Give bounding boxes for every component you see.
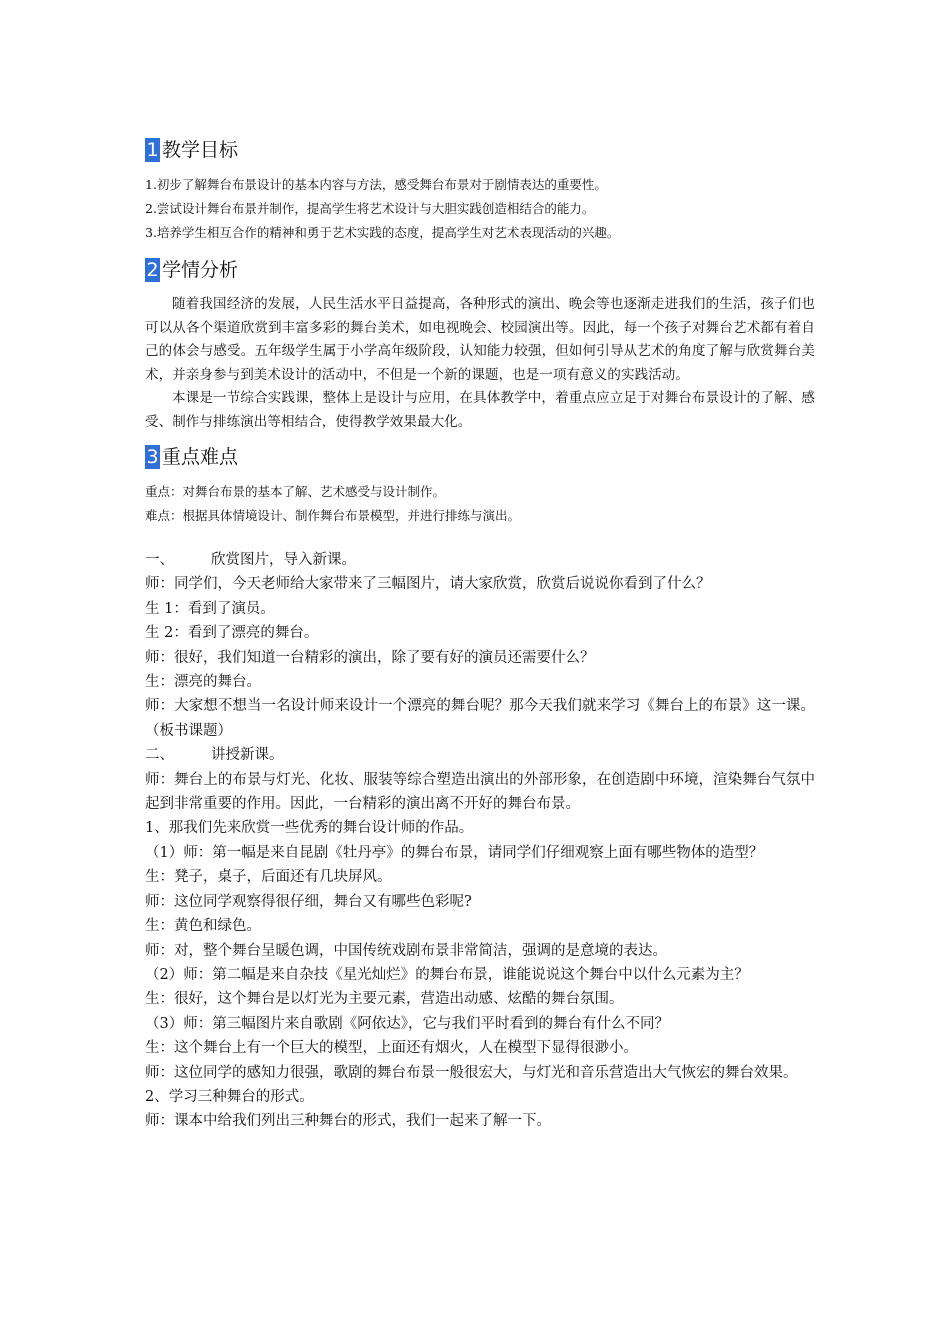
keypoint-item: 难点：根据具体情境设计、制作舞台布景模型，并进行排练与演出。 <box>145 508 521 523</box>
section-heading-keypoints <box>145 440 815 474</box>
dialogue-line: 师：大家想不想当一名设计师来设计一个漂亮的舞台呢？那今天我们就来学习《舞台上的布景》这一课。（板书课题） <box>145 698 815 739</box>
section-number-badge: 3 <box>146 446 159 468</box>
dialogue-line: 生 2：看到了漂亮的舞台。 <box>145 625 319 642</box>
dialogue-line: （1）师：第一幅是来自昆剧《牡丹亭》的舞台布景，请同学们仔细观察上面有哪些物体的造型？ <box>145 844 764 861</box>
dialogue-line: 2、学习三种舞台的形式。 <box>145 1088 314 1105</box>
section-heading-analysis <box>145 253 815 287</box>
section-title: 学情分析 <box>162 259 239 281</box>
dialogue-line: 生：凳子，桌子，后面还有几块屏风。 <box>145 869 392 886</box>
dialogue-line: 师：课本中给我们列出三种舞台的形式，我们一起来了解一下。 <box>145 1113 551 1130</box>
dialogue-line: 师：同学们，今天老师给大家带来了三幅图片，请大家欣赏，欣赏后说说你看到了什么？ <box>145 576 711 593</box>
step-title: 欣赏图片，导入新课。 <box>211 552 356 568</box>
analysis-paragraph: 随着我国经济的发展，人民生活水平日益提高，各种形式的演出、晚会等也逐渐走进我们的生活，孩子们也可以从各个渠道欣赏到丰富多彩的舞台美术，如电视晚会、校园演出等。因此，每一个孩子对舞台艺术都有着自己的体会与感受。五年级学生属于小学高年级阶段，认知能力较强，但如何引导从艺术的角度了解与欣赏舞台美术，并亲身参与到美术设计的活动中，不但是一个新的课题，也是一项有意义的实践活动。 <box>145 296 815 383</box>
objective-item: 1.初步了解舞台布景设计的基本内容与方法，感受舞台布景对于剧情表达的重要性。 <box>145 177 607 192</box>
dialogue-line: 生：黄色和绿色。 <box>145 918 261 935</box>
objective-item: 3.培养学生相互合作的精神和勇于艺术实践的态度，提高学生对艺术表现活动的兴趣。 <box>145 225 620 240</box>
section-number-badge: 1 <box>146 139 159 161</box>
dialogue-line: （2）师：第二幅是来自杂技《星光灿烂》的舞台布景，谁能说说这个舞台中以什么元素为主？ <box>145 966 749 983</box>
dialogue-line: 1、那我们先来欣赏一些优秀的舞台设计师的作品。 <box>145 820 474 837</box>
dialogue-line: 师：对，整个舞台呈暖色调，中国传统戏剧布景非常简洁，强调的是意境的表达。 <box>145 942 667 959</box>
step-title: 讲授新课。 <box>211 747 284 764</box>
keypoint-item: 重点：对舞台布景的基本了解、艺术感受与设计制作。 <box>145 484 446 499</box>
section-number-badge: 2 <box>146 259 159 281</box>
process-step-heading <box>145 743 815 767</box>
objective-item: 2.尝试设计舞台布景并制作，提高学生将艺术设计与大胆实践创造相结合的能力。 <box>145 201 595 216</box>
analysis-paragraph: 本课是一节综合实践课，整体上是设计与应用，在具体教学中，着重点应立足于对舞台布景设计的了解、感受、制作与排练演出等相结合，使得教学效果最大化。 <box>145 390 815 430</box>
process-step-heading <box>145 548 815 572</box>
dialogue-line: 生：漂亮的舞台。 <box>145 674 261 691</box>
section-title: 重点难点 <box>162 446 239 468</box>
dialogue-line: （3）师：第三幅图片来自歌剧《阿依达》，它与我们平时看到的舞台有什么不同？ <box>145 1015 669 1032</box>
dialogue-line: 师：很好，我们知道一台精彩的演出，除了要有好的演员还需要什么？ <box>145 649 595 666</box>
step-number: 一、 <box>145 552 174 568</box>
step-number: 二、 <box>145 747 174 764</box>
section-heading-objectives <box>145 133 815 167</box>
document-page <box>145 133 815 1134</box>
dialogue-line: 师：这位同学观察得很仔细，舞台又有哪些色彩呢? <box>145 893 472 910</box>
section-title: 教学目标 <box>162 139 239 161</box>
dialogue-line: 生：很好，这个舞台是以灯光为主要元素，营造出动感、炫酷的舞台氛围。 <box>145 991 624 1008</box>
dialogue-line: 生 1：看到了演员。 <box>145 600 275 617</box>
dialogue-line: 师：舞台上的布景与灯光、化妆、服装等综合塑造出演出的外部形象，在创造剧中环境，渲染舞台气氛中起到非常重要的作用。因此，一台精彩的演出离不开好的舞台布景。 <box>145 771 815 813</box>
dialogue-line: 师：这位同学的感知力很强，歌剧的舞台布景一般很宏大，与灯光和音乐营造出大气恢宏的舞台效果。 <box>145 1064 798 1081</box>
dialogue-line: 生：这个舞台上有一个巨大的模型，上面还有烟火，人在模型下显得很渺小。 <box>145 1040 638 1057</box>
